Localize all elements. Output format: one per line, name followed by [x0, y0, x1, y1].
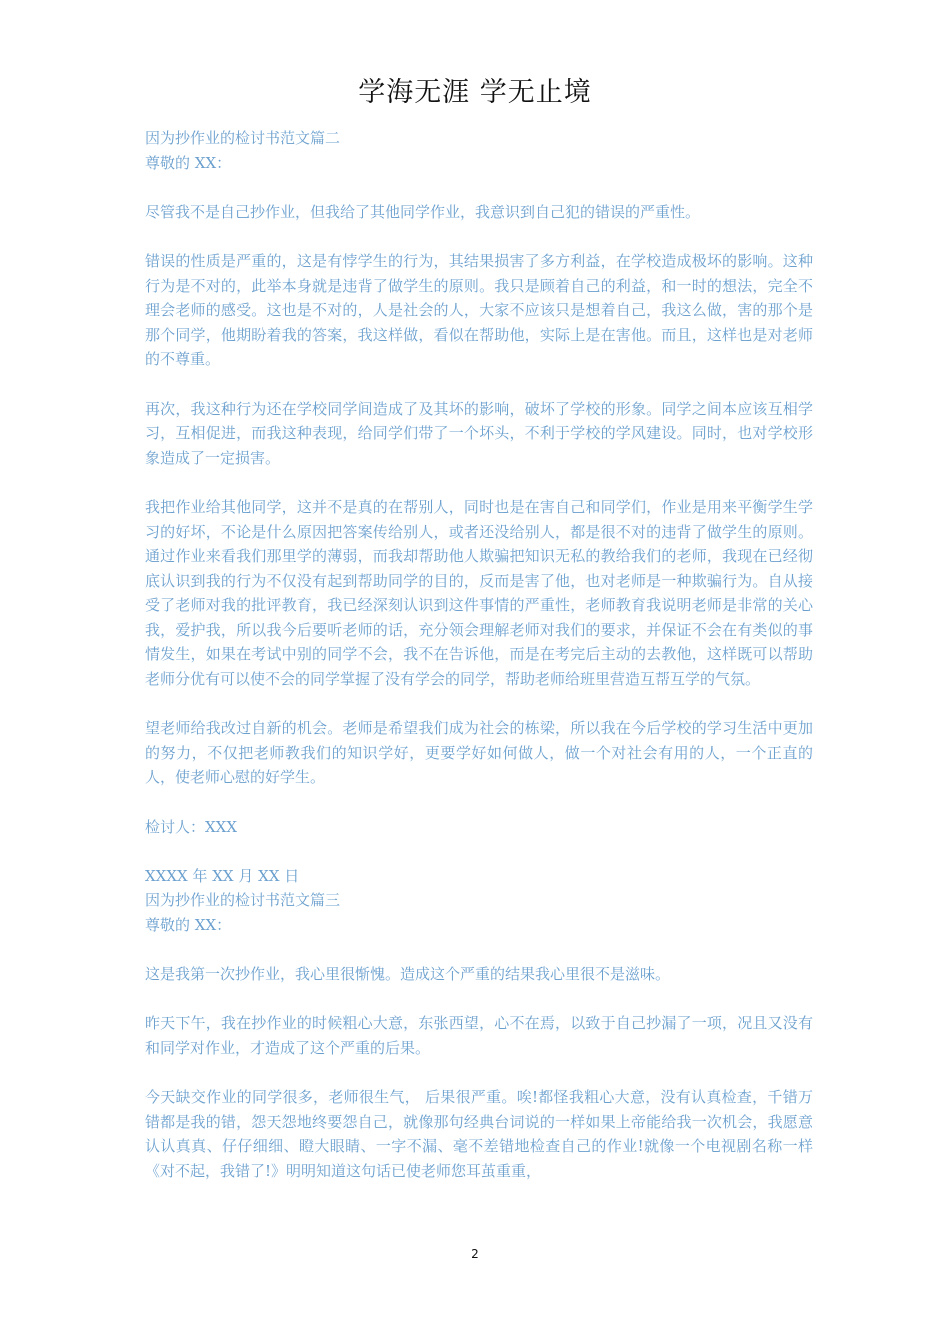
paragraph-gap — [145, 470, 813, 495]
paragraph: 尽管我不是自己抄作业，但我给了其他同学作业，我意识到自己犯的错误的严重性。 — [145, 202, 701, 221]
paragraph: 这是我第一次抄作业，我心里很惭愧。造成这个严重的结果我心里很不是滋味。 — [145, 965, 671, 984]
paragraph: 尊敬的 XX： — [145, 153, 232, 172]
page-number: 2 — [471, 1247, 479, 1261]
paragraph-gap — [145, 1061, 813, 1086]
paragraph-gap — [145, 790, 813, 815]
paragraph: 昨天下午，我在抄作业的时候粗心大意，东张西望，心不在焉，以致于自己抄漏了一项，况且又没有和同学对作业，才造成了这个严重的后果。 — [145, 1014, 813, 1057]
paragraph-gap — [145, 224, 813, 249]
paragraph: 错误的性质是严重的，这是有悖学生的行为，其结果损害了多方利益，在学校造成极坏的影响。这种行为是不对的，此举本身就是违背了做学生的原则。我只是顾着自己的利益，和一时的想法，完全不理会老师的感受。这也是不对的，人是社会的人，大家不应该只是想着自己，我这么做，害的那个是那个同学，他期盼着我的答案，我这样做，看似在帮助他，实际上是在害他。而且，这样也是对老师的不尊重。 — [145, 251, 813, 369]
paragraph-gap — [145, 987, 813, 1012]
paragraph: 因为抄作业的检讨书范文篇二 — [145, 129, 341, 147]
paragraph: 因为抄作业的检讨书范文篇三 — [145, 891, 341, 910]
paragraph-gap — [145, 839, 813, 864]
page-header-title: 学海无涯 学无止境 — [358, 77, 592, 108]
paragraph-gap — [145, 175, 813, 200]
paragraph-gap — [145, 372, 813, 397]
paragraph: 尊敬的 XX： — [145, 916, 232, 934]
paragraph: 再次，我这种行为还在学校同学间造成了及其坏的影响，破坏了学校的形象。同学之间本应该互相学习，互相促进，而我这种表现，给同学们带了一个坏头，不利于学校的学风建设。同时，也对学校形象造成了一定损害。 — [145, 399, 813, 467]
paragraph: 望老师给我改过自新的机会。老师是希望我们成为社会的栋梁，所以我在今后学校的学习生活中更加的努力，不仅把老师教我们的知识学好，更要学好如何做人，做一个对社会有用的人，一个正直的人，使老师心慰的好学生。 — [145, 719, 813, 787]
paragraph: 检讨人：XXX — [145, 817, 238, 836]
document-body — [145, 126, 813, 1184]
paragraph: XXXX 年 XX 月 XX 日 — [145, 866, 300, 885]
paragraph: 今天缺交作业的同学很多，老师很生气， 后果很严重。唉!都怪我粗心大意，没有认真检查，千错万错都是我的错，怨天怨地终要怨自己，就像那句经典台词说的一样如果上帝能给我一次机会，我愿意认认真真、仔仔细细、瞪大眼睛、一字不漏、毫不差错地检查自己的作业!就像一个电视剧名称一样《对不起，我错了!》明明知道这句话已使老师您耳茧重重， — [145, 1088, 813, 1180]
paragraph: 我把作业给其他同学，这并不是真的在帮别人，同时也是在害自己和同学们，作业是用来平衡学生学习的好坏，不论是什么原因把答案传给别人，或者还没给别人，都是很不对的违背了做学生的原则。通过作业来看我们那里学的薄弱，而我却帮助他人欺骗把知识无私的教给我们的老师，我现在已经彻底认识到我的行为不仅没有起到帮助同学的目的，反而是害了他，也对老师是一种欺骗行为。自从接受了老师对我的批评教育，我已经深刻认识到这件事情的严重性，老师教育我说明老师是非常的关心我，爱护我，所以我今后要听老师的话，充分领会理解老师对我们的要求，并保证不会在有类似的事情发生，如果在考试中别的同学不会，我不在告诉他，而是在考完后主动的去教他，这样既可以帮助老师分优有可以使不会的同学掌握了没有学会的同学，帮助老师给班里营造互帮互学的气氛。 — [145, 497, 813, 689]
paragraph-gap — [145, 692, 813, 717]
paragraph-gap — [145, 938, 813, 963]
